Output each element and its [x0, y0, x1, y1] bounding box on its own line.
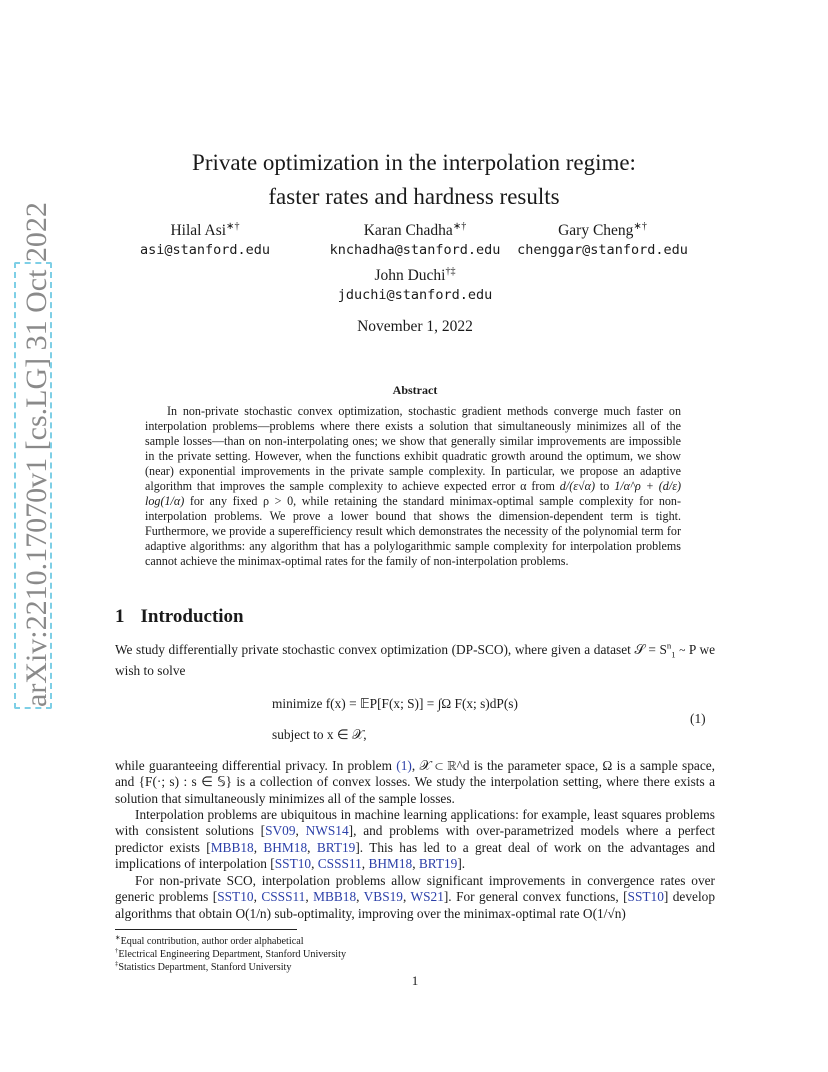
intro-paragraph: For non-private SCO, interpolation problems allow significant improvements in convergence rates over generic problems [SST10, CSSS11, MBB18, VBS19, WS21]. For general convex functions, [SST10] develop algorithms that obtain O(1/n) sub-optimality, improving over the minimax-optimal rate O(1/√n) — [115, 873, 715, 921]
footnote-rule — [115, 929, 297, 930]
citation-link[interactable]: SST10 — [217, 889, 254, 905]
abstract-math: d/(ε√α) — [559, 478, 595, 493]
citation-link[interactable]: SV09 — [265, 823, 296, 839]
title-line-1: Private optimization in the interpolation regime: — [192, 150, 636, 175]
author-marks: ∗† — [226, 220, 240, 232]
arxiv-watermark: arXiv:2210.17070v1 [cs.LG] 31 Oct 2022 — [20, 202, 53, 707]
equation-line-2: subject to x ∈ 𝒳, — [272, 727, 367, 742]
paper-date: November 1, 2022 — [357, 318, 473, 335]
intro-paragraph: Interpolation problems are ubiquitous in machine learning applications: for example, least squares problems with consistent solutions [SV09, NWS14], and problems with over-parametrized models where a perfect predictor exists [MBB18, BHM18, BRT19]. This has led to a great deal of work on the advantages and implications of interpolation [SST10, CSSS11, BHM18, BRT19]. — [115, 807, 716, 872]
abstract-part: In non-private stochastic convex optimization, stochastic gradient methods converge much faster on interpolation problems—problems where there exists a solution that simultaneously minimizes all of the sample losses—than on non-interpolating ones; we show that generally similar improvements are impossible in the private setting. However, when the functions exhibit quadratic growth around the optimum, we show (near) exponential improvements in the private sample complexity. In particular, we propose an adaptive algorithm that improves the sample complexity to achieve expected error α from — [145, 404, 681, 493]
author-email: knchadha@stanford.edu — [329, 242, 501, 258]
math-iid: ~ — [679, 645, 686, 657]
citation-link[interactable]: CSSS11 — [261, 889, 306, 905]
footnote-text: Equal contribution, author order alphabetical — [120, 936, 304, 947]
page-number: 1 — [411, 973, 419, 988]
citation-link[interactable]: MBB18 — [210, 839, 254, 855]
author-marks: †‡ — [445, 265, 456, 277]
author-block — [510, 222, 695, 258]
abstract-text — [145, 404, 681, 568]
footnote-mark: ‡ — [115, 960, 119, 968]
citation-link[interactable]: CSSS11 — [317, 856, 362, 872]
intro-text: Interpolation problems are ubiquitous in machine learning applications: for example, least squares problems with consistent solutions [ — [115, 807, 715, 839]
intro-text: ]. — [457, 856, 466, 872]
intro-text: ], and problems with over-parametrized models where a perfect predictor exists [ — [115, 823, 715, 855]
intro-text: , 𝒳 ⊂ ℝ^d is the parameter space, Ω is a sample space, and {F(·; s) : s ∈ 𝕊} is a collection of convex losses. We study the interpolation setting, where there exists a solution that simultaneously minimizes all of the sample losses. — [115, 758, 715, 806]
equation-line-1: minimize f(x) = 𝔼P[F(x; S)] = ∫Ω F(x; s)dP(s) — [272, 696, 518, 711]
section-title: Introduction — [140, 606, 244, 627]
citation-link[interactable]: BHM18 — [263, 839, 308, 855]
author-name: Hilal Asi — [170, 222, 227, 239]
author-email: asi@stanford.edu — [139, 242, 271, 258]
citation-link[interactable]: WS21 — [410, 889, 444, 905]
author-email: chenggar@stanford.edu — [517, 242, 688, 258]
abstract-part: for any fixed ρ > 0, while retaining the standard minimax-optimal sample complexity for non-interpolation problems. We prove a lower bound that shows the dimension-dependent term is tight. Furthermore, we provide a superefficiency result which demonstrates the necessity of the polynomial term for adaptive algorithms: any algorithm that has a polylogarithmic sample complexity for interpolation problems cannot achieve the minimax-optimal rates for the family of non-interpolation problems. — [145, 493, 681, 568]
author-marks: ∗† — [633, 220, 647, 232]
citation-link[interactable]: BRT19 — [418, 856, 458, 872]
author-name: Karan Chadha — [363, 222, 453, 239]
footnote-mark: ∗ — [115, 934, 121, 942]
author-name: Gary Cheng — [558, 222, 634, 239]
intro-text: ]. This has led to a great deal of work on the advantages and implications of interpolation [ — [115, 839, 716, 872]
intro-text: We study differentially private stochastic convex optimization (DP-SCO), where given a dataset 𝒮 = S — [115, 642, 667, 657]
abstract-heading: Abstract — [392, 383, 438, 397]
citation-link[interactable]: BRT19 — [316, 839, 356, 855]
citation-link[interactable]: VBS19 — [363, 889, 403, 905]
footnote — [115, 935, 304, 949]
citation-link[interactable]: BHM18 — [368, 856, 413, 872]
equation-number: (1) — [690, 711, 706, 726]
intro-text: P we wish to solve — [115, 642, 716, 678]
citation-link[interactable]: SST10 — [274, 856, 312, 872]
section-number: 1 — [115, 606, 125, 627]
abstract-math: 1/α^ρ + (d/ε) log(1/α) — [145, 478, 682, 508]
intro-text: while guaranteeing differential privacy. In problem — [115, 758, 397, 773]
author-name: John Duchi — [374, 267, 446, 284]
equation-reference-link[interactable]: (1) — [396, 758, 412, 773]
author-block — [310, 267, 520, 303]
footnote-text: Electrical Engineering Department, Stanford University — [118, 949, 347, 960]
author-marks: ∗† — [452, 220, 467, 232]
abstract-part: to — [599, 478, 610, 493]
intro-paragraph — [115, 642, 715, 679]
intro-text: ]. For general convex functions, [ — [443, 889, 628, 905]
math-superscript: n — [666, 640, 672, 651]
intro-text: For non-private SCO, interpolation problems allow significant improvements in convergence rates over generic problems [ — [115, 873, 715, 905]
footnote — [115, 961, 291, 975]
footnote-mark: † — [115, 947, 119, 955]
author-email: jduchi@stanford.edu — [337, 287, 493, 303]
author-block — [120, 222, 290, 258]
intro-paragraph — [115, 758, 715, 807]
citation-link[interactable]: SST10 — [627, 889, 664, 905]
math-subscript: 1 — [671, 649, 676, 660]
section-heading — [115, 606, 244, 628]
author-block — [300, 222, 530, 258]
intro-text: ] develop algorithms that obtain O(1/n) sub-optimality, improving over the minimax-optimal rate O(1/√n) — [115, 889, 715, 921]
citation-link[interactable]: MBB18 — [313, 889, 357, 905]
title-line-2: faster rates and hardness results — [268, 184, 560, 209]
citation-link[interactable]: NWS14 — [305, 823, 349, 839]
footnote-text: Statistics Department, Stanford University — [118, 962, 292, 973]
paper-title — [120, 146, 708, 214]
footnote — [115, 948, 346, 962]
